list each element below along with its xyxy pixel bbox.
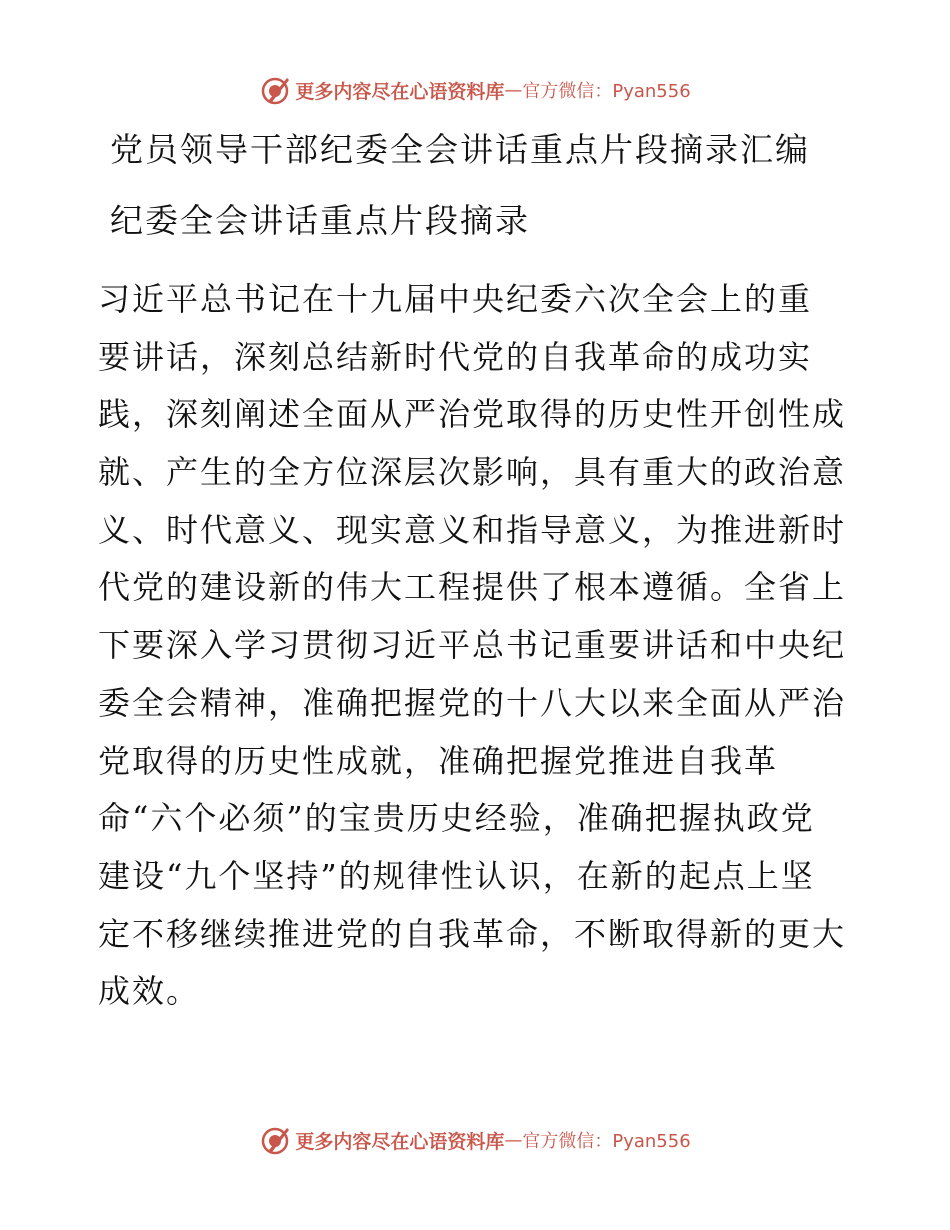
- document-title: 党员领导干部纪委全会讲话重点片段摘录汇编: [110, 130, 810, 169]
- paragraph-line: 下要深入学习贯彻习近平总书记重要讲话和中央纪: [98, 626, 847, 665]
- footer-banner: [0, 1120, 950, 1160]
- header-banner: [0, 70, 950, 110]
- paragraph-line: 定不移继续推进党的自我革命，不断取得新的更大: [98, 914, 847, 953]
- body-paragraph: [98, 271, 848, 1021]
- paragraph-line: 委全会精神，准确把握党的十八大以来全面从严治: [98, 683, 847, 722]
- paragraph-line: 命“六个必须”的宝贵历史经验，准确把握执政党: [98, 799, 815, 838]
- document-subtitle: 纪委全会讲话重点片段摘录: [110, 201, 530, 240]
- banner-main-text: 更多内容尽在心语资料库: [295, 80, 505, 103]
- paragraph-line: 成效。: [98, 972, 201, 1011]
- paragraph-line: 党取得的历史性成就，准确把握党推进自我革: [98, 741, 779, 780]
- banner-sub-text: 官方微信：Pyan556: [522, 81, 691, 102]
- banner-main-text: 更多内容尽在心语资料库: [295, 1130, 505, 1153]
- paragraph-line: 践，深刻阐述全面从严治党取得的历史性开创性成: [98, 395, 847, 434]
- paragraph-line: 义、时代意义、现实意义和指导意义，为推进新时: [98, 510, 847, 549]
- paragraph-line: 代党的建设新的伟大工程提供了根本遵循。全省上: [98, 568, 847, 607]
- banner-sub-text: 官方微信：Pyan556: [522, 1131, 691, 1152]
- quill-seal-icon: [259, 74, 291, 106]
- banner-dash: —: [504, 1129, 523, 1151]
- quill-seal-icon: [259, 1124, 291, 1156]
- paragraph-line: 习近平总书记在十九届中央纪委六次全会上的重: [98, 280, 813, 318]
- banner-dash: —: [504, 79, 523, 101]
- paragraph-line: 就、产生的全方位深层次影响，具有重大的政治意: [98, 453, 847, 492]
- paragraph-line: 建设“九个坚持”的规律性认识，在新的起点上坚: [98, 856, 815, 895]
- paragraph-line: 要讲话，深刻总结新时代党的自我革命的成功实: [98, 337, 813, 376]
